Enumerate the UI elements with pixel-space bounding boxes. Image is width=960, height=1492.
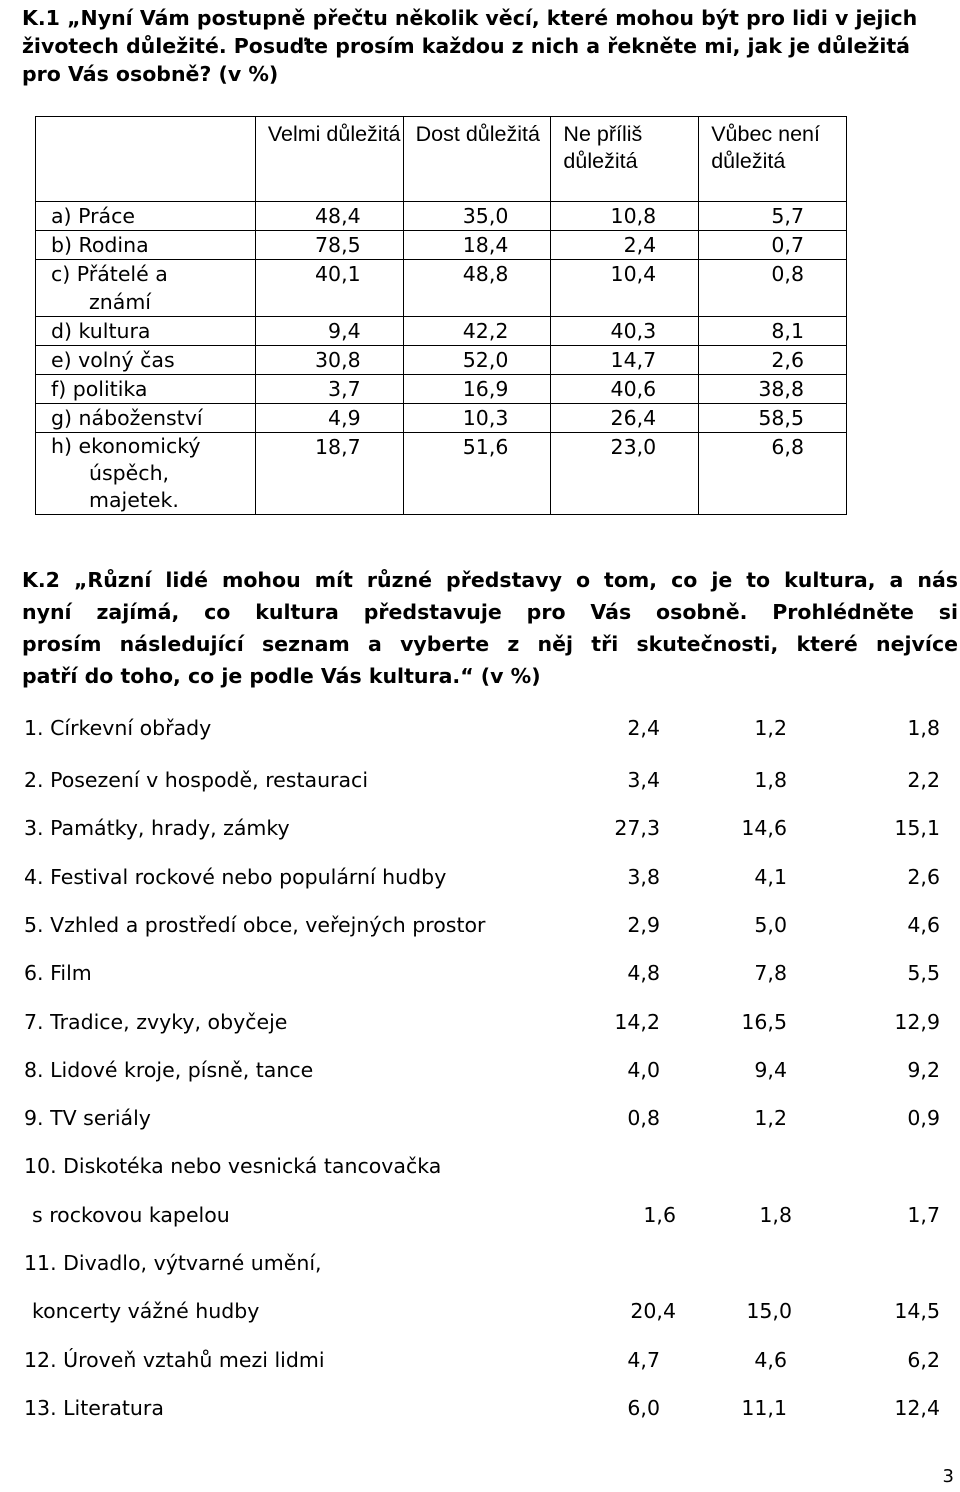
k2-list-item: [24, 1009, 944, 1037]
k2-item-label: 8. Lidové kroje, písně, tance: [24, 1058, 314, 1082]
k1-table-row: [36, 375, 847, 404]
k2-item-value: 1,2: [754, 1106, 787, 1130]
k1-row-label: [36, 433, 256, 515]
k2-item-label: s rockovou kapelou: [32, 1203, 230, 1227]
k2-item-value: 15,1: [894, 816, 940, 840]
k2-item-label: 2. Posezení v hospodě, restauraci: [24, 768, 369, 792]
k1-row-label: [36, 404, 256, 433]
k2-item-value: 1,8: [754, 768, 787, 792]
k2-item-value: 7,8: [754, 961, 787, 985]
k1-col-header: Ne příliš důležitá: [551, 117, 699, 202]
k1-cell-value: 14,7: [551, 346, 699, 375]
k1-row-label: [36, 260, 256, 317]
k2-item-value: 6,0: [627, 1396, 660, 1420]
k1-table: [35, 116, 847, 515]
k1-col-header: Velmi důležitá: [255, 117, 403, 202]
k1-row-label-text: úspěch,: [89, 461, 170, 485]
k2-item-value: 1,6: [643, 1203, 676, 1227]
k1-row-label-text: c) Přátelé a: [51, 262, 168, 286]
k1-row-label-text: b) Rodina: [51, 233, 149, 257]
k1-row-label: [36, 317, 256, 346]
k2-list-item: [24, 815, 944, 843]
k1-cell-value: 40,3: [551, 317, 699, 346]
k2-item-value: 12,9: [894, 1010, 940, 1034]
k1-cell-value: 35,0: [403, 202, 551, 231]
k2-item-value: 1,8: [907, 716, 940, 740]
k1-row-label-text: g) náboženství: [51, 406, 203, 430]
k2-item-label: 10. Diskotéka nebo vesnická tancovačka: [24, 1154, 442, 1178]
k2-item-label: 7. Tradice, zvyky, obyčeje: [24, 1010, 288, 1034]
k1-cell-value: 9,4: [255, 317, 403, 346]
k2-list-item: [24, 1298, 944, 1326]
k1-col-header: Vůbec není důležitá: [699, 117, 847, 202]
k2-item-label: 3. Památky, hrady, zámky: [24, 816, 290, 840]
k2-list-item: [24, 912, 944, 940]
k1-heading: K.1 „Nyní Vám postupně přečtu několik věcí, které mohou být pro lidi v jejich životech důležité. Posuďte prosím každou z nich a řekněte mi, jak je důležitá pro Vás osobně? (v %): [22, 6, 918, 86]
k2-item-label: 6. Film: [24, 961, 92, 985]
k1-cell-value: 38,8: [699, 375, 847, 404]
k2-list-item: [24, 1250, 944, 1278]
k1-cell-value: 3,7: [255, 375, 403, 404]
k1-row-label-text: h) ekonomický: [51, 434, 201, 458]
k1-table-row: [36, 433, 847, 515]
k1-cell-value: 5,7: [699, 202, 847, 231]
k2-item-value: 14,5: [894, 1299, 940, 1323]
k2-heading-line: K.2 „Různí lidé mohou mít různé představy o tom, co je to kultura, a nás: [22, 568, 958, 592]
k2-list-item: [24, 1057, 944, 1085]
k1-row-label: [36, 375, 256, 404]
page-number: 3: [942, 1466, 954, 1487]
k2-list-item: [24, 1105, 944, 1133]
k2-item-value: 9,4: [754, 1058, 787, 1082]
k2-item-value: 3,8: [627, 865, 660, 889]
k2-item-value: 1,8: [759, 1203, 792, 1227]
k2-list-item: [24, 960, 944, 988]
k2-item-value: 0,8: [627, 1106, 660, 1130]
k2-item-value: 2,2: [907, 768, 940, 792]
k1-row-label-text: a) Práce: [51, 204, 135, 228]
k1-cell-value: 4,9: [255, 404, 403, 433]
k1-row-label: [36, 231, 256, 260]
k2-item-label: koncerty vážné hudby: [32, 1299, 260, 1323]
k2-item-value: 3,4: [627, 768, 660, 792]
k2-list-item: [24, 767, 944, 795]
k1-cell-value: 16,9: [403, 375, 551, 404]
k1-cell-value: 6,8: [699, 433, 847, 515]
k2-item-value: 5,0: [754, 913, 787, 937]
k2-item-value: 4,6: [907, 913, 940, 937]
k2-heading-line: nyní zajímá, co kultura představuje pro Vás osobně. Prohlédněte si: [22, 600, 958, 624]
k1-table-row: [36, 202, 847, 231]
k1-cell-value: 0,8: [699, 260, 847, 317]
k1-cell-value: 18,4: [403, 231, 551, 260]
k1-cell-value: 2,4: [551, 231, 699, 260]
k2-list-item: [24, 1153, 944, 1181]
k1-row-label-text: majetek.: [89, 488, 179, 512]
k1-cell-value: 10,3: [403, 404, 551, 433]
k1-row-label: [36, 346, 256, 375]
k2-item-value: 1,2: [754, 716, 787, 740]
k1-cell-value: 10,8: [551, 202, 699, 231]
k2-item-value: 9,2: [907, 1058, 940, 1082]
k2-item-value: 6,2: [907, 1348, 940, 1372]
k1-row-label-text: známí: [89, 290, 151, 314]
k2-list-item: [24, 715, 944, 743]
k2-item-value: 4,6: [754, 1348, 787, 1372]
k2-item-label: 12. Úroveň vztahů mezi lidmi: [24, 1348, 325, 1372]
k2-item-label: 4. Festival rockové nebo populární hudby: [24, 865, 447, 889]
k1-cell-value: 2,6: [699, 346, 847, 375]
k1-cell-value: 42,2: [403, 317, 551, 346]
k2-item-value: 4,8: [627, 961, 660, 985]
k1-cell-value: 30,8: [255, 346, 403, 375]
k1-header-empty: [36, 117, 256, 202]
k1-table-row: [36, 346, 847, 375]
k1-cell-value: 78,5: [255, 231, 403, 260]
k1-cell-value: 8,1: [699, 317, 847, 346]
k2-item-label: 13. Literatura: [24, 1396, 164, 1420]
k1-table-row: [36, 404, 847, 433]
k2-item-value: 4,0: [627, 1058, 660, 1082]
k2-list-item: [24, 1395, 944, 1423]
k2-item-value: 11,1: [741, 1396, 787, 1420]
k1-cell-value: 10,4: [551, 260, 699, 317]
k2-item-value: 0,9: [907, 1106, 940, 1130]
k2-item-value: 14,6: [741, 816, 787, 840]
k2-item-value: 12,4: [894, 1396, 940, 1420]
k1-header-row: [36, 117, 847, 202]
k2-item-value: 5,5: [907, 961, 940, 985]
k1-cell-value: 52,0: [403, 346, 551, 375]
k1-table-row: [36, 317, 847, 346]
k1-row-label: [36, 202, 256, 231]
k2-item-value: 4,1: [754, 865, 787, 889]
k2-item-label: 1. Církevní obřady: [24, 716, 212, 740]
k1-cell-value: 23,0: [551, 433, 699, 515]
k1-col-header: Dost důležitá: [403, 117, 551, 202]
k2-item-value: 27,3: [614, 816, 660, 840]
k1-row-label-text: f) politika: [51, 377, 148, 401]
k1-cell-value: 40,1: [255, 260, 403, 317]
k1-row-label-text: e) volný čas: [51, 348, 175, 372]
k2-item-value: 2,6: [907, 865, 940, 889]
k1-row-label-text: d) kultura: [51, 319, 151, 343]
k1-cell-value: 48,8: [403, 260, 551, 317]
k1-cell-value: 40,6: [551, 375, 699, 404]
k1-cell-value: 58,5: [699, 404, 847, 433]
k2-item-value: 4,7: [627, 1348, 660, 1372]
k1-table-row: [36, 260, 847, 317]
k1-cell-value: 18,7: [255, 433, 403, 515]
k2-item-label: 5. Vzhled a prostředí obce, veřejných prostor: [24, 913, 486, 937]
k2-heading-line: prosím následující seznam a vyberte z něj tři skutečnosti, které nejvíce: [22, 632, 958, 656]
k2-item-label: 11. Divadlo, výtvarné umění,: [24, 1251, 322, 1275]
k2-list-item: [24, 1347, 944, 1375]
k2-item-value: 1,7: [907, 1203, 940, 1227]
k2-heading-line: patří do toho, co je podle Vás kultura.“ (v %): [22, 664, 541, 688]
k1-cell-value: 51,6: [403, 433, 551, 515]
k1-cell-value: 0,7: [699, 231, 847, 260]
k2-item-value: 20,4: [630, 1299, 676, 1323]
k2-item-label: 9. TV seriály: [24, 1106, 151, 1130]
k2-item-value: 2,9: [627, 913, 660, 937]
k1-table-row: [36, 231, 847, 260]
k2-item-value: 15,0: [746, 1299, 792, 1323]
k2-item-value: 16,5: [741, 1010, 787, 1034]
k2-item-value: 2,4: [627, 716, 660, 740]
k2-item-value: 14,2: [614, 1010, 660, 1034]
k1-cell-value: 48,4: [255, 202, 403, 231]
k2-list-item: [24, 864, 944, 892]
k2-list-item: [24, 1202, 944, 1230]
k1-cell-value: 26,4: [551, 404, 699, 433]
k2-heading: [22, 564, 958, 692]
